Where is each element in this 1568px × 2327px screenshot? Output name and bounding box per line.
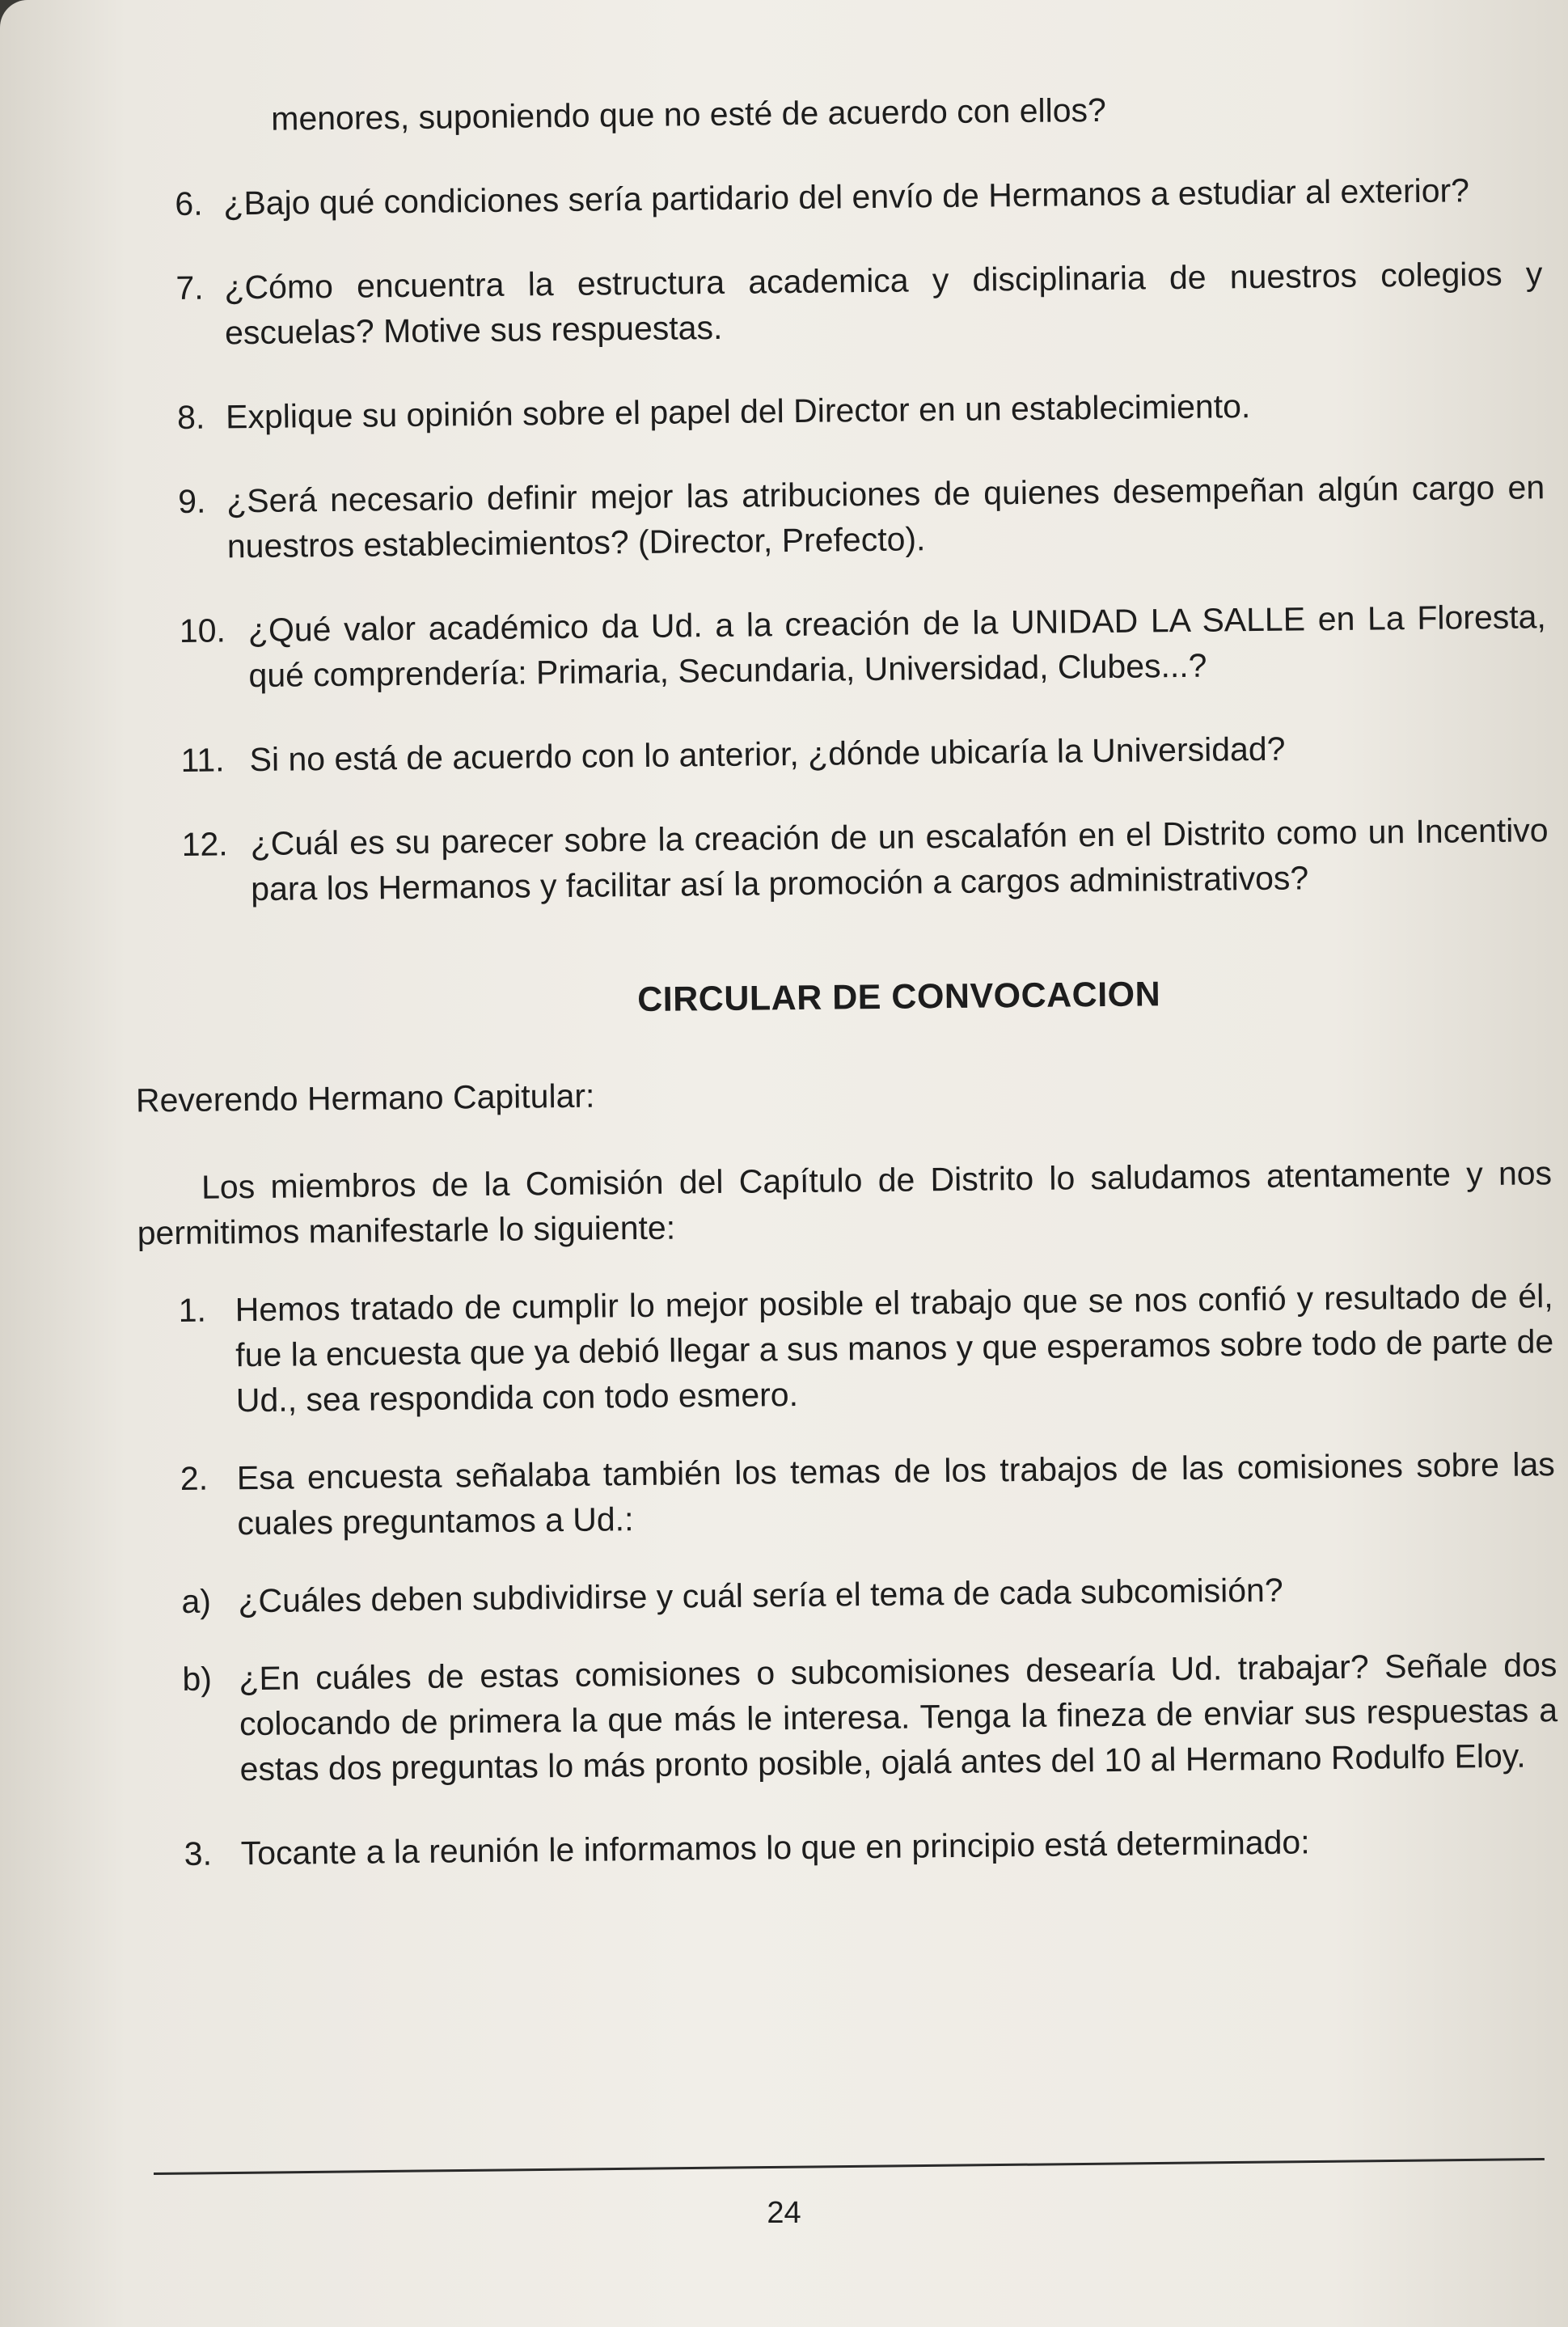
question-text: Explique su opinión sobre el papel del Director en un establecimiento. <box>225 387 1251 436</box>
question-text: ¿Qué valor académico da Ud. a la creación de la UNIDAD LA SALLE en La Floresta, qué comprendería: Primaria, Secundaria, Universidad, Clubes...? <box>247 598 1547 695</box>
question-number: 8. <box>176 398 205 436</box>
item-text: Esa encuesta señalaba también los temas de los trabajos de las comisiones sobre las cuales preguntamos a Ud.: <box>236 1445 1556 1542</box>
sub-item-b <box>182 1642 1558 1792</box>
sub-item-text: ¿Cuáles deben subdividirse y cuál sería el tema de cada subcomisión? <box>238 1571 1283 1620</box>
item-number: 2. <box>180 1459 209 1498</box>
question-text: ¿Cómo encuentra la estructura academica y disciplinaria de nuestros colegios y escuelas? Motive sus respuestas. <box>224 255 1543 352</box>
sub-item-text: ¿En cuáles de estas comisiones o subcomisiones desearía Ud. trabajar? Señale dos colocando de primera la que más le interesa. Tenga la fineza de enviar sus respuestas a estas dos preguntas lo más pronto posible, ojalá antes del 10 al Hermano Rodulfo Eloy. <box>239 1646 1558 1788</box>
question-8 <box>177 380 1544 440</box>
question-6 <box>175 167 1541 226</box>
page-number: 24 <box>767 2196 801 2230</box>
question-9 <box>178 464 1545 569</box>
question-7 <box>175 251 1543 356</box>
sub-item-a <box>181 1564 1556 1624</box>
question-text: ¿Bajo qué condiciones sería partidario del envío de Hermanos a estudiar al exterior? <box>223 171 1470 222</box>
footer-rule <box>154 2158 1545 2175</box>
item-number: 3. <box>184 1834 213 1872</box>
question-number: 6. <box>175 184 203 222</box>
sub-item-letter: a) <box>181 1582 212 1621</box>
intro-paragraph: Los miembros de la Comisión del Capítulo de Distrito lo saludamos atentamente y nos permitimos manifestarle lo siguiente: <box>137 1154 1553 1252</box>
sub-item-letter: b) <box>182 1660 213 1698</box>
question-number: 10. <box>179 611 226 649</box>
item-text: Hemos tratado de cumplir lo mejor posible el trabajo que se nos confió y resultado de él, fue la encuesta que ya debió llegar a sus manos y que esperamos sobre todo de parte de Ud., sea respondida con todo esmero. <box>235 1277 1554 1419</box>
list-item-1 <box>178 1273 1554 1424</box>
list-item-3 <box>184 1817 1558 1876</box>
page-content <box>135 83 1559 1876</box>
continuation-line: menores, suponiendo que no esté de acuerdo con ellos? <box>271 91 1107 138</box>
question-11 <box>180 723 1547 783</box>
question-10 <box>180 594 1547 699</box>
question-number: 11. <box>180 741 225 779</box>
section-heading: CIRCULAR DE CONVOCACION <box>636 975 1161 1020</box>
question-number: 7. <box>175 269 204 307</box>
item-text: Tocante a la reunión le informamos lo que en principio está determinado: <box>240 1823 1310 1872</box>
question-number: 12. <box>181 825 228 863</box>
salutation: Reverendo Hermano Capitular: <box>135 1077 595 1119</box>
question-number: 9. <box>177 482 206 520</box>
question-text: ¿Cuál es su parecer sobre la creación de un escalafón en el Distrito como un Incentivo para los Hermanos y facilitar así la promoción a cargos administrativos? <box>250 811 1549 908</box>
question-text: ¿Será necesario definir mejor las atribuciones de quienes desempeñan algún cargo en nuestros establecimientos? (Director, Prefecto). <box>226 468 1545 565</box>
question-12 <box>181 807 1549 912</box>
item-number: 1. <box>178 1291 207 1330</box>
question-text: Si no está de acuerdo con lo anterior, ¿dónde ubicaría la Universidad? <box>249 730 1286 779</box>
list-item-2 <box>180 1441 1556 1546</box>
